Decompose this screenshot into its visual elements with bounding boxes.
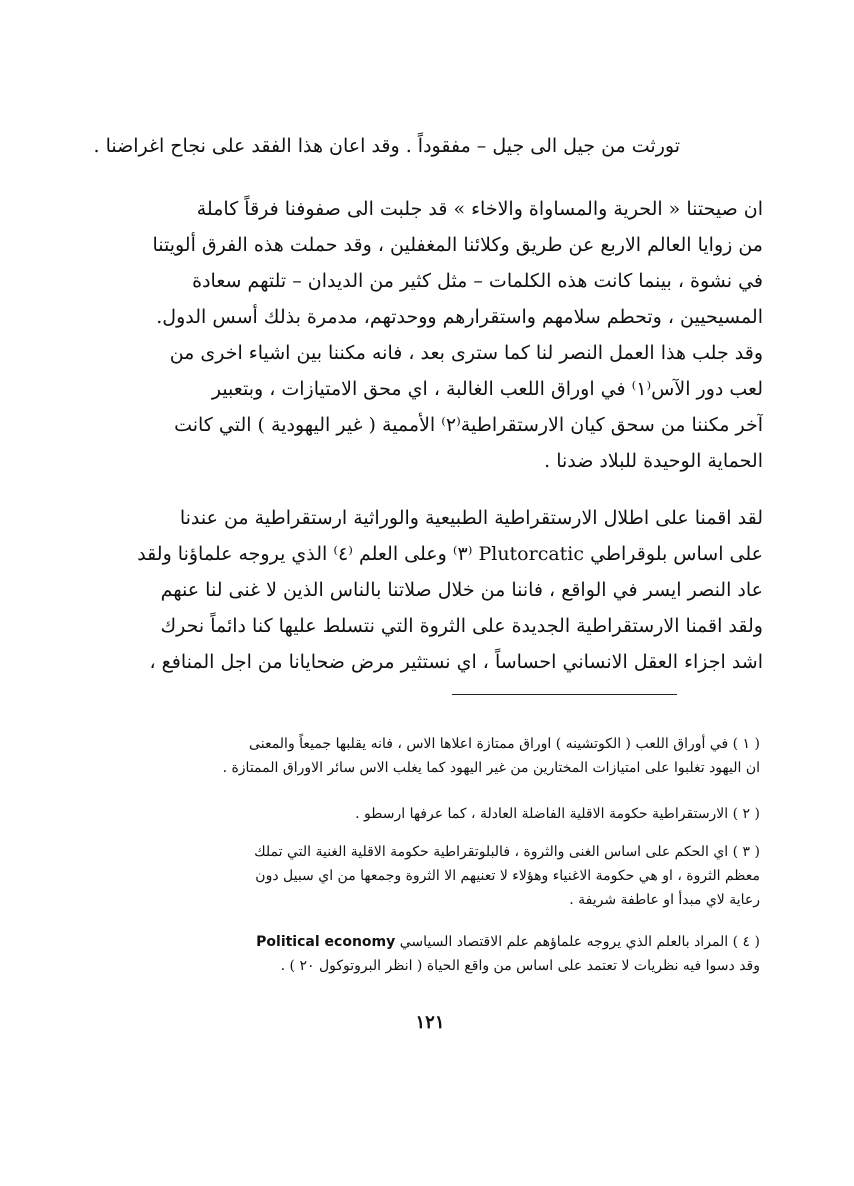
- footnote-4-latin-term: Political economy: [256, 934, 396, 950]
- footnote-4-arabic: ( ٤ ) المراد بالعلم الذي يروجه علماؤهم علم الاقتصاد السياسي: [399, 934, 760, 950]
- text-line: آخر مكننا من سحق كيان الارستقراطية⁽٢⁾ الأممية ( غير اليهودية ) التي كانت: [174, 414, 763, 436]
- paragraph-1: [95, 191, 763, 479]
- text-line: تورثت من جيل الى جيل – مفقوداً . وقد اعان هذا الفقد على نجاح اغراضنا .: [93, 135, 680, 157]
- footnote-1: [100, 732, 760, 780]
- footnote-line: ( ٣ ) اي الحكم على اساس الغنى والثروة ، فالبلوتقراطية حكومة الاقلية الغنية التي تملك: [254, 844, 760, 860]
- footnote-4: [100, 930, 760, 978]
- footnote-divider: [452, 694, 677, 695]
- text-line: ولقد اقمنا الارستقراطية الجديدة على الثروة التي نتسلط عليها كنا دائماً نحرك: [160, 615, 763, 637]
- text-line: على اساس بلوقراطي Plutorcatic ⁽٣⁾ وعلى العلم ⁽٤⁾ الذي يروجه علماؤنا ولقد: [137, 543, 763, 565]
- text-line: في نشوة ، بينما كانت هذه الكلمات – مثل كثير من الديدان – تلتهم سعادة: [192, 270, 763, 292]
- text-line: الحماية الوحيدة للبلاد ضدنا .: [544, 450, 763, 472]
- text-line: لقد اقمنا على اطلال الارستقراطية الطبيعية والوراثية ارستقراطية من عندنا: [179, 507, 763, 529]
- footnote-line: رعاية لاي مبدأ او عاطفة شريفة .: [569, 892, 760, 908]
- text-line: وقد جلب هذا العمل النصر لنا كما سترى بعد ، فانه مكننا بين اشياء اخرى من: [169, 342, 763, 364]
- footnote-line: ( ٢ ) الارستقراطية حكومة الاقلية الفاضلة العادلة ، كما عرفها ارسطو .: [355, 806, 760, 822]
- page-number: ١٢١: [415, 1012, 445, 1033]
- footnote-line: ( ١ ) في أوراق اللعب ( الكوتشينه ) اوراق ممتازة اعلاها الاس ، فانه يقلبها جميعاً والمعنى: [249, 736, 760, 752]
- paragraph-2: [95, 500, 763, 680]
- text-line: عاد النصر ايسر في الواقع ، فاننا من خلال صلاتنا بالناس الذين لا غنى لنا عنهم: [160, 579, 763, 601]
- footnote-3: [100, 840, 760, 912]
- footnote-line: وقد دسوا فيه نظريات لا تعتمد على اساس من واقع الحياة ( انظر البروتوكول ٢٠ ) .: [280, 958, 760, 974]
- text-line: اشد اجزاء العقل الانساني احساساً ، اي نستثير مرض ضحايانا من اجل المنافع ،: [149, 651, 763, 673]
- continuation-text: [80, 128, 680, 164]
- footnote-line: معظم الثروة ، او هي حكومة الاغنياء وهؤلاء لا تعنيهم الا الثروة وجمعها من اي سبيل دون: [255, 868, 760, 884]
- text-line: لعب دور الآس⁽١⁾ في اوراق اللعب الغالبة ، اي محق الامتيازات ، وبتعبير: [211, 378, 763, 400]
- footnote-line: ان اليهود تغلبوا على امتيازات المختارين من غير اليهود كما يغلب الاس سائر الاوراق الممتازة .: [222, 760, 760, 776]
- footnote-2: [100, 802, 760, 826]
- footnote-line: [100, 930, 760, 954]
- text-line: ان صيحتنا « الحرية والمساواة والاخاء » قد جلبت الى صفوفنا فرقاً كاملة: [196, 198, 763, 220]
- text-line: المسيحيين ، وتحطم سلامهم واستقرارهم ووحدتهم، مدمرة بذلك أسس الدول.: [156, 306, 763, 328]
- text-line: من زوايا العالم الاربع عن طريق وكلائنا المغفلين ، وقد حملت هذه الفرق ألويتنا: [152, 234, 763, 256]
